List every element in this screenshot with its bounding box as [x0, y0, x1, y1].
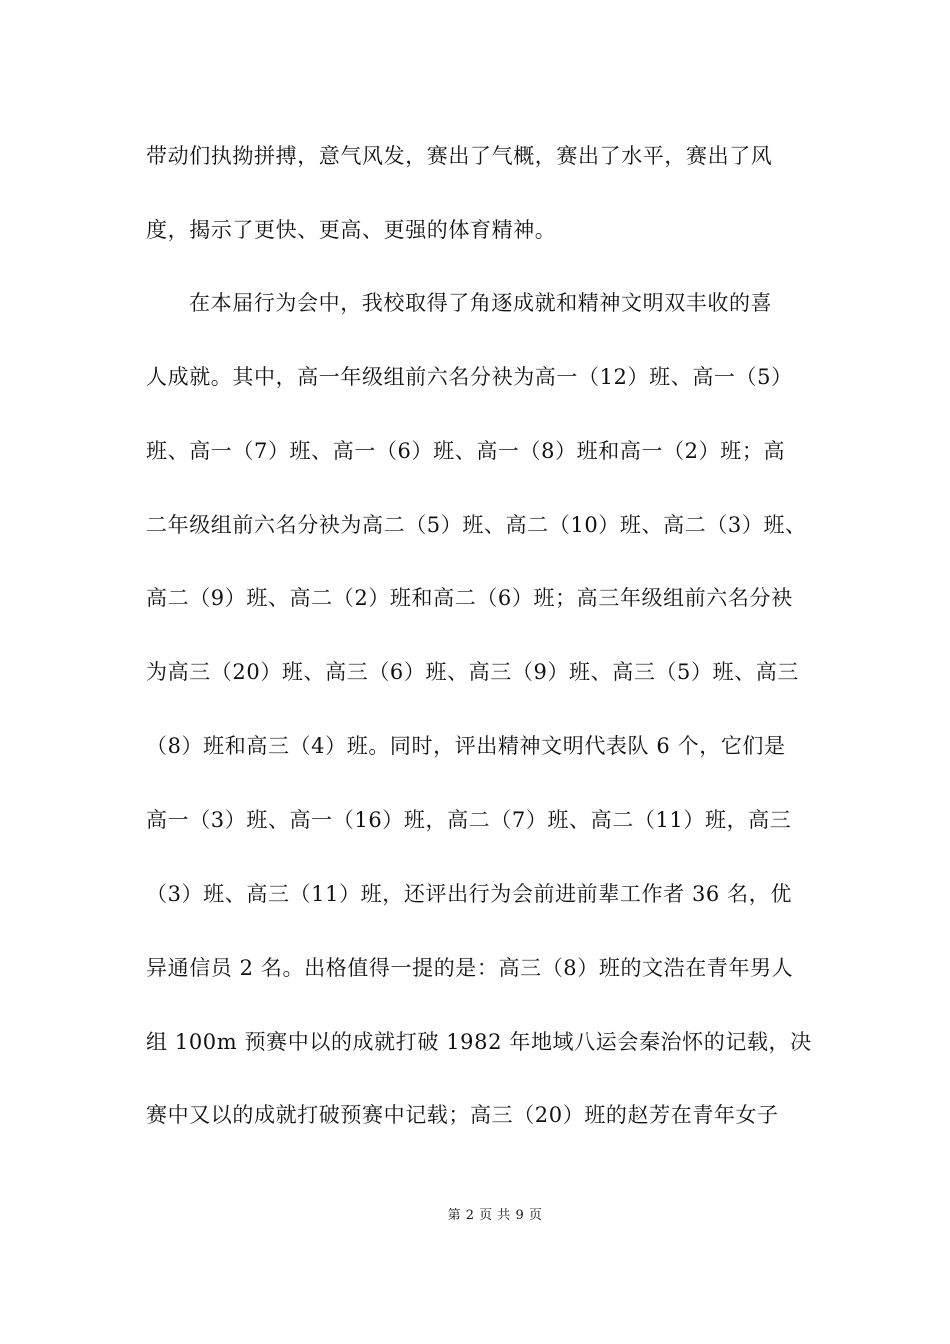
paragraph-line-5: 班、高一（7）班、高一（6）班、高一（8）班和高一（2）班；高: [146, 439, 786, 463]
paragraph-line-12: 异通信员 2 名。出格值得一提的是：高三（8）班的文浩在青年男人: [146, 956, 794, 980]
paragraph-line-2: 度，揭示了更快、更高、更强的体育精神。: [146, 218, 557, 242]
paragraph-line-11: （3）班、高三（11）班，还评出行为会前进前辈工作者 36 名，优: [146, 882, 792, 906]
paragraph-line-14: 赛中又以的成就打破预赛中记载；高三（20）班的赵芳在青年女子: [146, 1103, 779, 1127]
paragraph-line-7: 高二（9）班、高二（2）班和高二（6）班；高三年级组前六名分袂: [146, 586, 793, 610]
paragraph-line-8: 为高三（20）班、高三（6）班、高三（9）班、高三（5）班、高三: [146, 660, 800, 684]
paragraph-line-4: 人成就。其中，高一年级组前六名分袂为高一（12）班、高一（5）: [146, 365, 793, 389]
paragraph-line-9: （8）班和高三（4）班。同时，评出精神文明代表队 6 个，它们是: [146, 734, 786, 758]
paragraph-line-13: 组 100m 预赛中以的成就打破 1982 年地域八运会秦治怀的记载，决: [146, 1030, 812, 1054]
paragraph-line-3: 在本届行为会中，我校取得了角逐成就和精神文明双丰收的喜: [189, 291, 773, 315]
paragraph-line-10: 高一（3）班、高一（16）班，高二（7）班、高二（11）班，高三: [146, 808, 792, 832]
paragraph-line-1: 带动们执拗拼搏，意气风发，赛出了气概，赛出了水平，赛出了风: [146, 144, 773, 168]
paragraph-line-6: 二年级组前六名分袂为高二（5）班、高二（10）班、高二（3）班、: [146, 513, 807, 537]
page-number-footer: [0, 1207, 950, 1225]
page-number-text: 第 2 页 共 9 页: [447, 1208, 543, 1223]
